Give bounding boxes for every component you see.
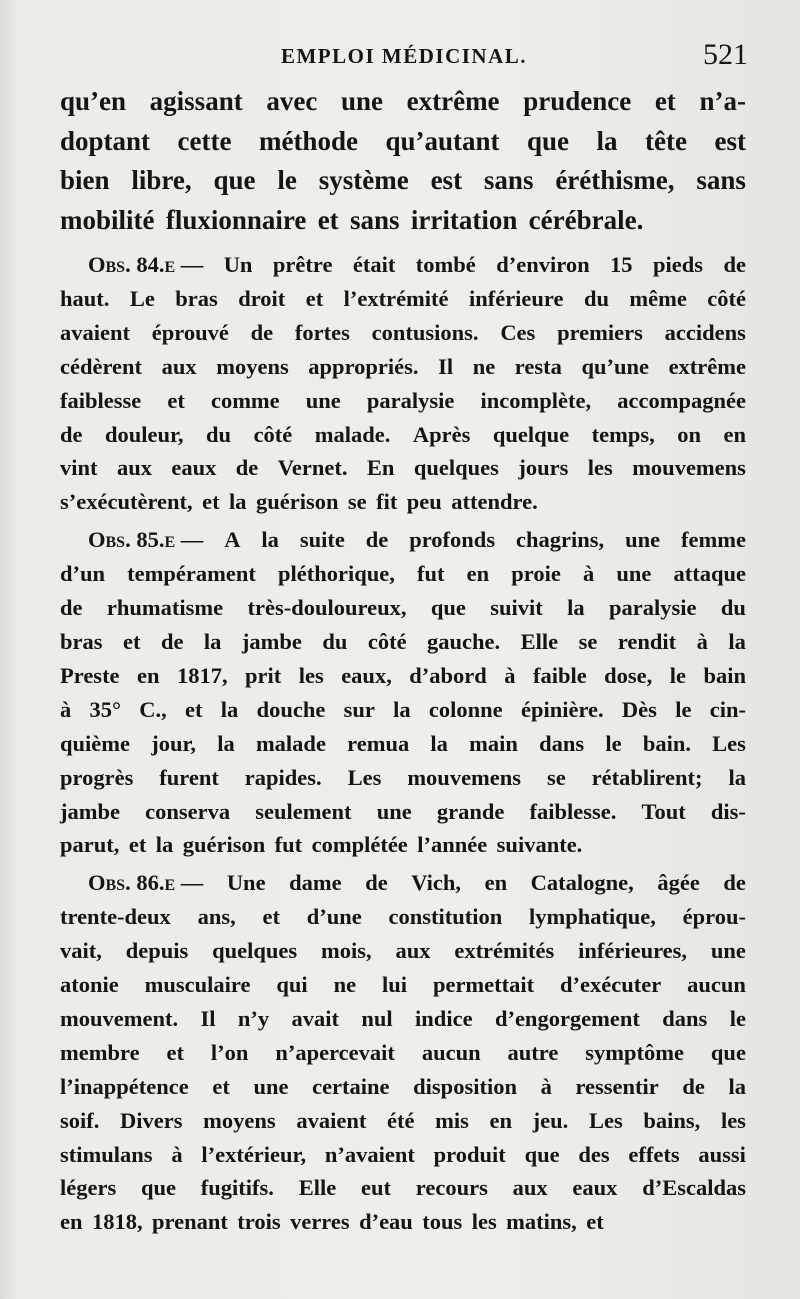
text-line: quième jour, la malade remua la main dans le bain. Les: [60, 730, 746, 756]
observation-paragraph: [60, 248, 746, 519]
text-line: s’exécutèrent, et la guérison se fit peu attendre.: [60, 489, 538, 515]
text-line: Preste en 1817, prit les eaux, d’abord à faible dose, le bain: [60, 662, 746, 688]
text-line: faiblesse et comme une paralysie incomplète, accompagnée: [60, 387, 746, 413]
text-line: qu’en agissant avec une extrême prudence et n’a-: [60, 86, 746, 116]
text-line: avaient éprouvé de fortes contusions. Ces premiers accidens: [60, 319, 746, 345]
observation-label: Obs. 86.e —: [88, 870, 204, 896]
text-line: cédèrent aux moyens appropriés. Il ne resta qu’une extrême: [60, 353, 746, 379]
text-line: membre et l’on n’apercevait aucun autre symptôme que: [60, 1039, 746, 1065]
text-line: mouvement. Il n’y avait nul indice d’engorgement dans le: [60, 1005, 746, 1031]
observation-first-line: Obs. 86.e — Une dame de Vich, en Catalogne, âgée de: [60, 866, 746, 900]
text-line: parut, et la guérison fut complétée l’année suivante.: [60, 832, 583, 858]
observations: [60, 248, 746, 1239]
running-head: EMPLOI MÉDICINAL.: [280, 44, 527, 68]
text-line: trente-deux ans, et d’une constitution lymphatique, éprou-: [60, 904, 746, 930]
text-line: bien libre, que le système est sans éréthisme, sans: [60, 165, 746, 195]
page-header: [60, 38, 748, 78]
text-line: légers que fugitifs. Elle eut recours aux eaux d’Escaldas: [60, 1175, 746, 1201]
text-line: mobilité fluxionnaire et sans irritation cérébrale.: [60, 204, 644, 235]
text-line: doptant cette méthode qu’autant que la tête est: [60, 125, 746, 156]
text-line: vait, depuis quelques mois, aux extrémités inférieures, une: [60, 938, 746, 964]
observation-paragraph: [60, 523, 746, 862]
body-text: [60, 82, 746, 1243]
observation-paragraph: [60, 866, 746, 1239]
text-line: l’inappétence et une certaine disposition à ressentir de la: [60, 1073, 746, 1099]
text-line: atonie musculaire qui ne lui permettait d’exécuter aucun: [60, 972, 746, 998]
text-line: haut. Le bras droit et l’extrémité inférieure du même côté: [60, 285, 746, 311]
text-line: jambe conserva seulement une grande faiblesse. Tout dis-: [60, 798, 746, 824]
text-line: d’un tempérament pléthorique, fut en proie à une attaque: [60, 561, 746, 587]
text-line: progrès furent rapides. Les mouvemens se rétablirent; la: [60, 764, 746, 790]
observation-first-line: Obs. 85.e — A la suite de profonds chagrins, une femme: [60, 523, 746, 557]
text-line: à 35° C., et la douche sur la colonne épinière. Dès le cin-: [60, 696, 746, 722]
text-line: stimulans à l’extérieur, n’avaient produit que des effets aussi: [60, 1141, 746, 1167]
observation-label: Obs. 85.e —: [88, 527, 204, 553]
text-line: vint aux eaux de Vernet. En quelques jours les mouvemens: [60, 455, 746, 481]
observation-label: Obs. 84.e —: [88, 252, 204, 277]
lead-paragraph: [60, 82, 746, 240]
text-line: bras et de la jambe du côté gauche. Elle se rendit à la: [60, 628, 746, 654]
text-line: soif. Divers moyens avaient été mis en jeu. Les bains, les: [60, 1107, 746, 1133]
page-number: 521: [703, 38, 748, 71]
observation-first-line: Obs. 84.e — Un prêtre était tombé d’environ 15 pieds de: [60, 248, 746, 282]
text-line: de douleur, du côté malade. Après quelque temps, on en: [60, 421, 746, 447]
text-line: de rhumatisme très-douloureux, que suivit la paralysie du: [60, 595, 746, 621]
text-line: en 1818, prenant trois verres d’eau tous les matins, et: [60, 1209, 604, 1235]
